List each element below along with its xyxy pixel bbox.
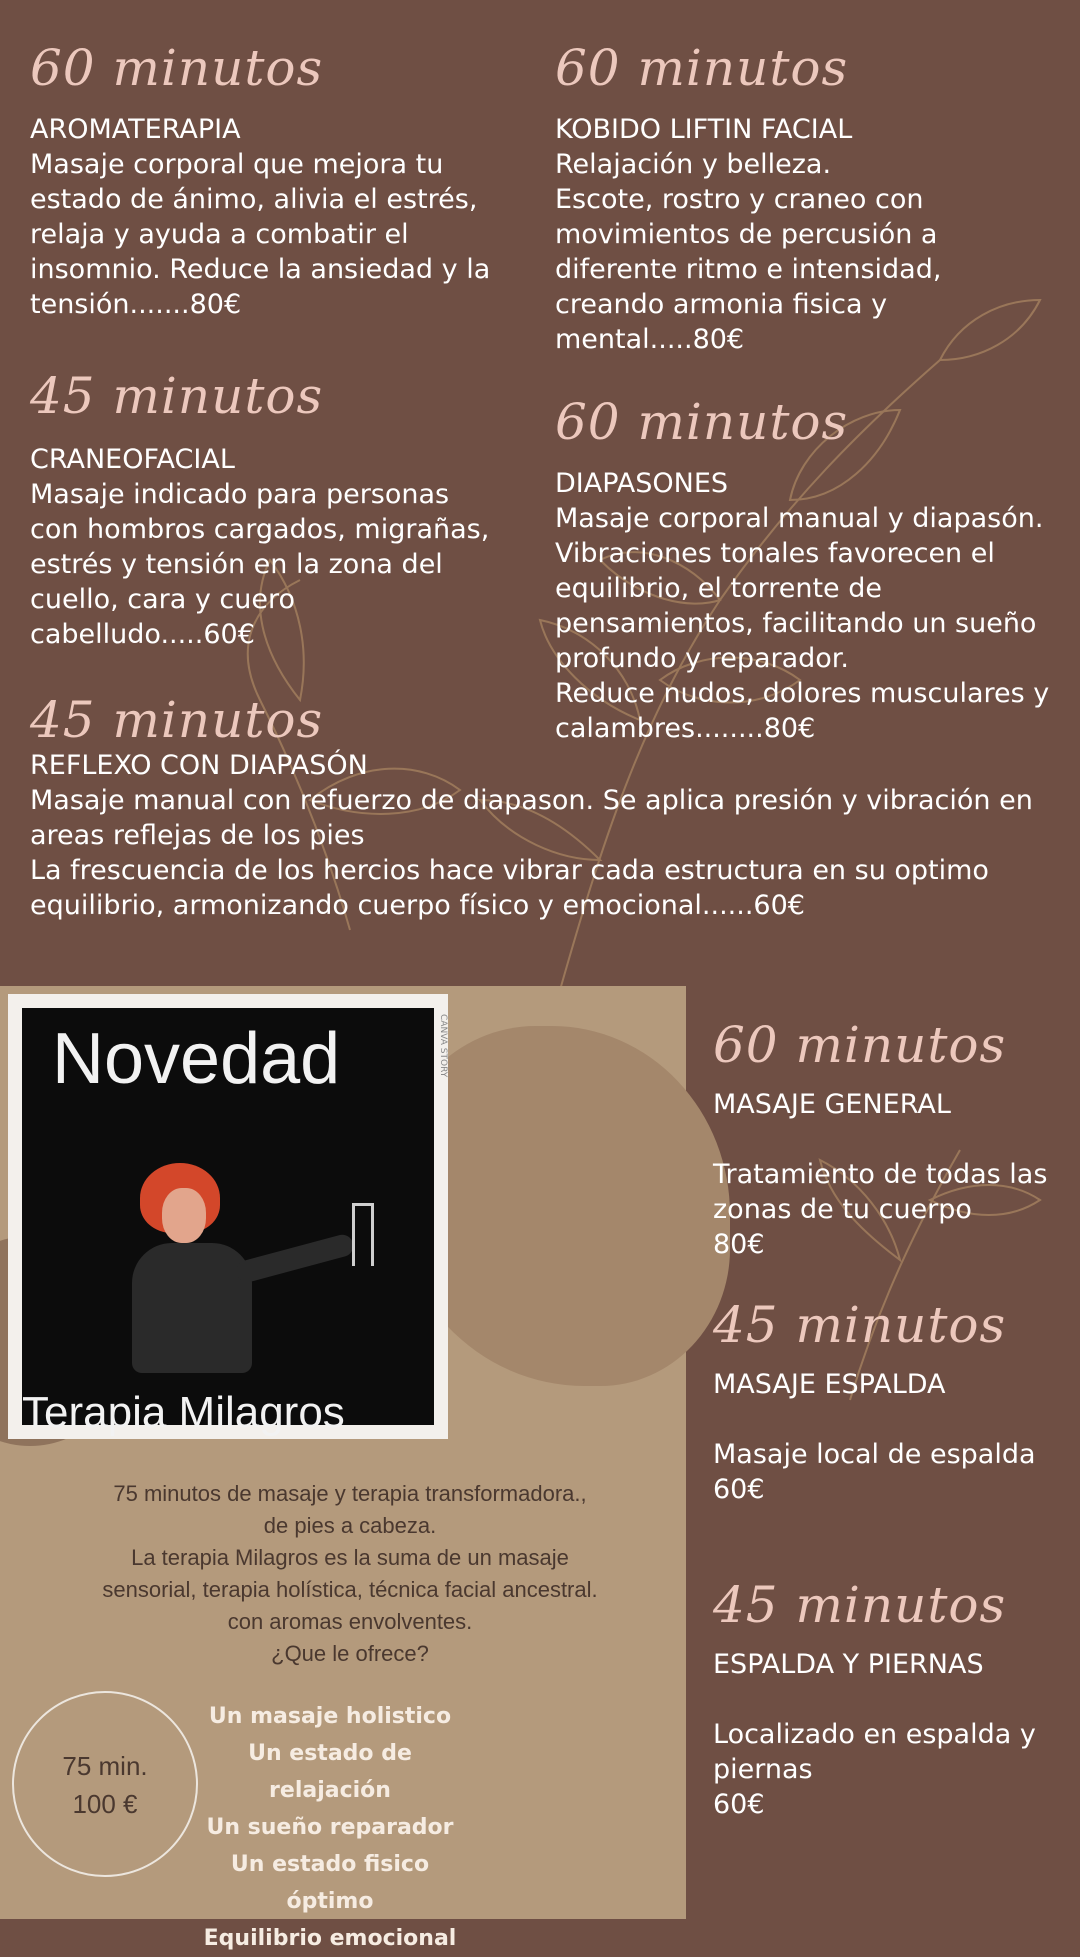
service-aromaterapia [30,38,510,322]
person-face [162,1188,206,1243]
promo-line: sensorial, terapia holística, técnica facial ancestral. [102,1577,598,1602]
service-kobido [555,38,1055,357]
service-description: Localizado en espalda y piernas 60€ [713,1719,1036,1820]
promo-line: 75 minutos de masaje y terapia transformadora., [113,1481,587,1506]
promo-line: La terapia Milagros es la suma de un masaje [131,1545,569,1570]
promo-panel [0,986,686,1951]
promo-line: de pies a cabeza. [263,1513,437,1538]
duration-label: 60 minutos [555,39,849,97]
promo-line: ¿Que le ofrece? [271,1641,429,1666]
offer-item: Equilibrio emocional [203,1926,457,1951]
duration-label: 60 minutos [713,1016,1007,1074]
promo-line: con aromas envolventes. [227,1609,473,1634]
offers-list [200,1698,460,1957]
service-title: AROMATERAPIA [30,114,241,145]
duration-label: 45 minutos [713,1296,1007,1354]
person-body [132,1243,252,1373]
service-title: DIAPASONES [555,468,729,499]
service-craneofacial [30,366,510,652]
service-title: MASAJE GENERAL [713,1089,951,1120]
service-title: KOBIDO LIFTIN FACIAL [555,114,853,145]
price-badge [12,1691,198,1877]
duration-label: 45 minutos [30,367,324,425]
duration-label: 45 minutos [30,691,324,749]
offer-item: Un estado fisico óptimo [230,1852,430,1914]
service-title: CRANEOFACIAL [30,444,235,475]
service-description: Tratamiento de todas las zonas de tu cuerpo 80€ [713,1159,1048,1260]
price-duration: 75 min. [62,1751,148,1781]
service-masaje-general [713,1015,1073,1262]
service-title: MASAJE ESPALDA [713,1369,946,1400]
service-title: REFLEXO CON DIAPASÓN [30,750,368,781]
person-arm [234,1232,356,1284]
promo-description [30,1478,670,1670]
card-side-text: CANVA STORY [438,1014,448,1078]
service-description: Masaje corporal manual y diapasón. Vibraciones tonales favorecen el equilibrio, el torrente de pensamientos, facilitando un sueño profundo y reparador. Reduce nudos, dolores musculares y calambres........80€ [555,503,1050,744]
tuning-fork-icon [352,1203,374,1266]
price-value: 100 € [72,1789,138,1819]
service-reflexo [30,690,1070,923]
service-description: Masaje corporal que mejora tu estado de ánimo, alivia el estrés, relaja y ayuda a combatir el insomnio. Reduce la ansiedad y la tensión.......80€ [30,149,491,320]
service-description: Relajación y belleza. Escote, rostro y craneo con movimientos de percusión a diferente ritmo e intensidad, creando armonia fisica y mental.....80€ [555,149,942,355]
promo-name: Terapia Milagros [22,1388,345,1437]
service-description: Masaje manual con refuerzo de diapason. Se aplica presión y vibración en areas reflejas de los pies La frescuencia de los hercios hace vibrar cada estructura en su optimo equilibrio, armonizando cuerpo físico y emocional......60€ [30,785,1033,921]
service-title: ESPALDA Y PIERNAS [713,1649,984,1680]
duration-label: 60 minutos [555,393,849,451]
promo-photo [22,1008,434,1437]
offer-item: Un estado de relajación [248,1741,412,1803]
offer-item: Un sueño reparador [206,1815,454,1840]
service-description: Masaje local de espalda 60€ [713,1439,1036,1505]
service-espalda-piernas [713,1575,1073,1822]
duration-label: 45 minutos [713,1576,1007,1634]
duration-label: 60 minutos [30,39,324,97]
promo-image-card [8,994,448,1439]
promo-heading: Novedad [52,1019,341,1099]
service-description: Masaje indicado para personas con hombros cargados, migrañas, estrés y tensión en la zona del cuello, cara y cuero cabelludo.....60€ [30,479,490,650]
service-masaje-espalda [713,1295,1073,1507]
offer-item: Un masaje holistico [208,1704,452,1729]
